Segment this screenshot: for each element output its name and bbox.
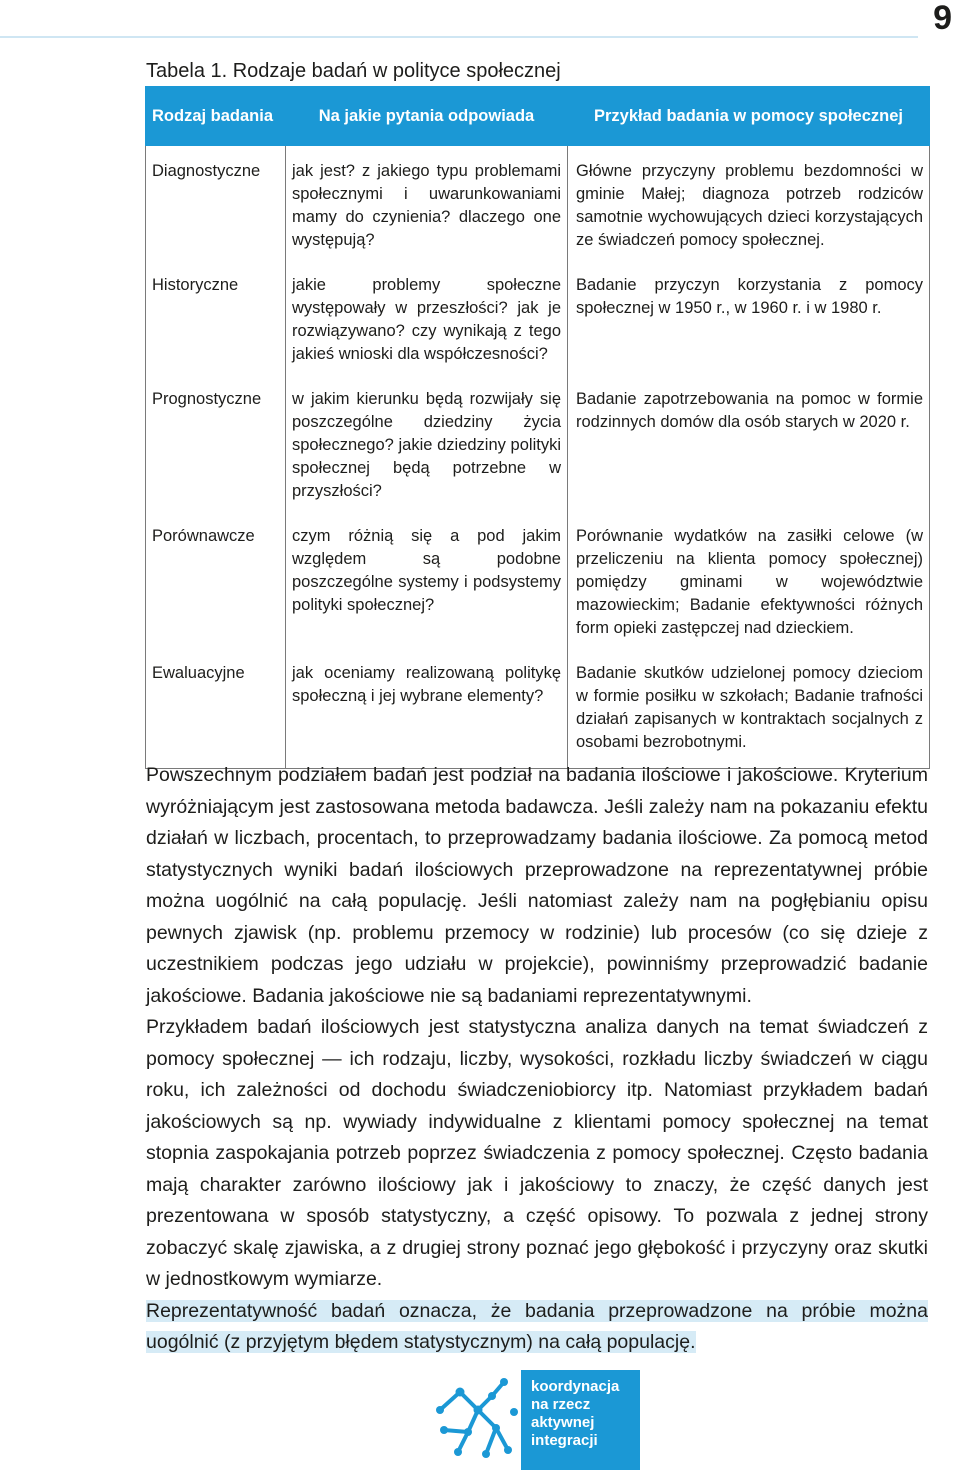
logo-line: aktywnej bbox=[531, 1414, 595, 1431]
row-type: Ewaluacyjne bbox=[146, 652, 286, 769]
row-example: Badanie zapotrzebowania na pomoc w formie rodzinnych domów dla osób starych w 2020 r. bbox=[568, 378, 930, 515]
table-row bbox=[146, 264, 930, 378]
row-type: Historyczne bbox=[146, 264, 286, 378]
top-rule bbox=[0, 36, 918, 38]
logo-text bbox=[531, 1378, 619, 1450]
table-row bbox=[146, 378, 930, 515]
paragraph: Powszechnym podziałem badań jest podział na badania ilościowe i jakościowe. Kryterium wyróżniającym jest zastosowana metoda badawcza. Jeśli zależy nam na pokazaniu efektu działań w liczbach, procentach, to przeprowadzamy badania ilościowe. Za pomocą metod statystycznych wyniki badań ilościowych przeprowadzone na reprezentatywnej próbie można uogólnić na całą populację. Jeśli natomiast zależy nam na pogłębianiu opisu pewnych zjawisk (np. problemu przemocy w rodzinie) lub procesów (co się dzieje z uczestnikiem podczas jego udziału w projekcie), powinniśmy przeprowadzić badanie jakościowe. Badania jakościowe nie są badaniami reprezentatywnymi. bbox=[146, 764, 928, 1007]
highlighted-definition bbox=[146, 1296, 928, 1359]
table-row bbox=[146, 515, 930, 652]
body-text bbox=[146, 760, 928, 1359]
row-type: Porównawcze bbox=[146, 515, 286, 652]
row-example: Porównanie wydatków na zasiłki celowe (w przeliczeniu na klienta pomocy społecznej) pomiędzy gminami w województwie mazowieckim; Badanie efektywności różnych form opieki zastępczej nad dzieckiem. bbox=[568, 515, 930, 652]
row-questions: jak jest? z jakiego typu problemami społecznymi i uwarunkowaniami mamy do czynienia? dlaczego one występują? bbox=[286, 146, 568, 265]
row-example: Badanie przyczyn korzystania z pomocy społecznej w 1950 r., w 1960 r. i w 1980 r. bbox=[568, 264, 930, 378]
row-type: Diagnostyczne bbox=[146, 146, 286, 265]
row-questions: jak oceniamy realizowaną politykę społeczną i jej wybrane elementy? bbox=[286, 652, 568, 769]
research-types-table bbox=[145, 86, 930, 769]
table-row bbox=[146, 146, 930, 265]
logo-line: na rzecz bbox=[531, 1396, 591, 1413]
table-row bbox=[146, 652, 930, 769]
row-example: Badanie skutków udzielonej pomocy dzieciom w formie posiłku w szkołach; Badanie trafności działań zapisanych w kontraktach socjalnych z osobami bezrobotnymi. bbox=[568, 652, 930, 769]
table-caption: Tabela 1. Rodzaje badań w polityce społecznej bbox=[146, 60, 561, 82]
row-questions: czym różnią się a pod jakim względem są podobne poszczególne systemy i podsystemy polityki społecznej? bbox=[286, 515, 568, 652]
row-questions: jakie problemy społeczne występowały w przeszłości? jak je rozwiązywano? czy wynikają z tego jakieś wnioski dla współczesności? bbox=[286, 264, 568, 378]
header-example: Przykład badania w pomocy społecznej bbox=[568, 87, 930, 146]
row-example: Główne przyczyny problemu bezdomności w gminie Małej; diagnoza potrzeb rodziców samotnie wychowujących dzieci korzystających ze świadczeń pomocy społecznej. bbox=[568, 146, 930, 265]
page-number: 9 bbox=[933, 0, 952, 37]
header-questions: Na jakie pytania odpowiada bbox=[286, 87, 568, 146]
paragraph: Przykładem badań ilościowych jest statystyczna analiza danych na temat świadczeń z pomocy społecznej — ich rodzaju, liczby, wysokości, rozkładu liczby świadczeń w ciągu roku, ich zależności od dochodu świadczeniobiorcy itp. Natomiast przykładem badań jakościowych są np. wywiady indywidualne z klientami pomocy społecznej na temat stopnia zaspokajania potrzeb poprzez świadczenia z pomocy społecznej. Często badania mają charakter zarówno ilościowy jak i jakościowy to znaczy, że część danych jest prezentowana w sposób statystyczny, a część opisowy. To pozwala z jednej strony zobaczyć skalę zjawiska, a z drugiej strony poznać jego głębokość i przyczyny oraz skutki w jednostkowym wymiarze. bbox=[146, 1016, 928, 1290]
logo-line: koordynacja bbox=[531, 1378, 620, 1395]
row-questions: w jakim kierunku będą rozwijały się poszczególne dziedziny życia społecznego? jakie dziedziny polityki społecznej będą potrzebne w przyszłości? bbox=[286, 378, 568, 515]
row-type: Prognostyczne bbox=[146, 378, 286, 515]
highlight-text: Reprezentatywność badań oznacza, że badania przeprowadzone na próbie można uogólnić (z przyjętym błędem statystycznym) na całą populację. bbox=[146, 1299, 928, 1353]
logo-line: integracji bbox=[531, 1432, 598, 1449]
header-type: Rodzaj badania bbox=[146, 87, 286, 146]
table-header-row bbox=[146, 87, 930, 146]
